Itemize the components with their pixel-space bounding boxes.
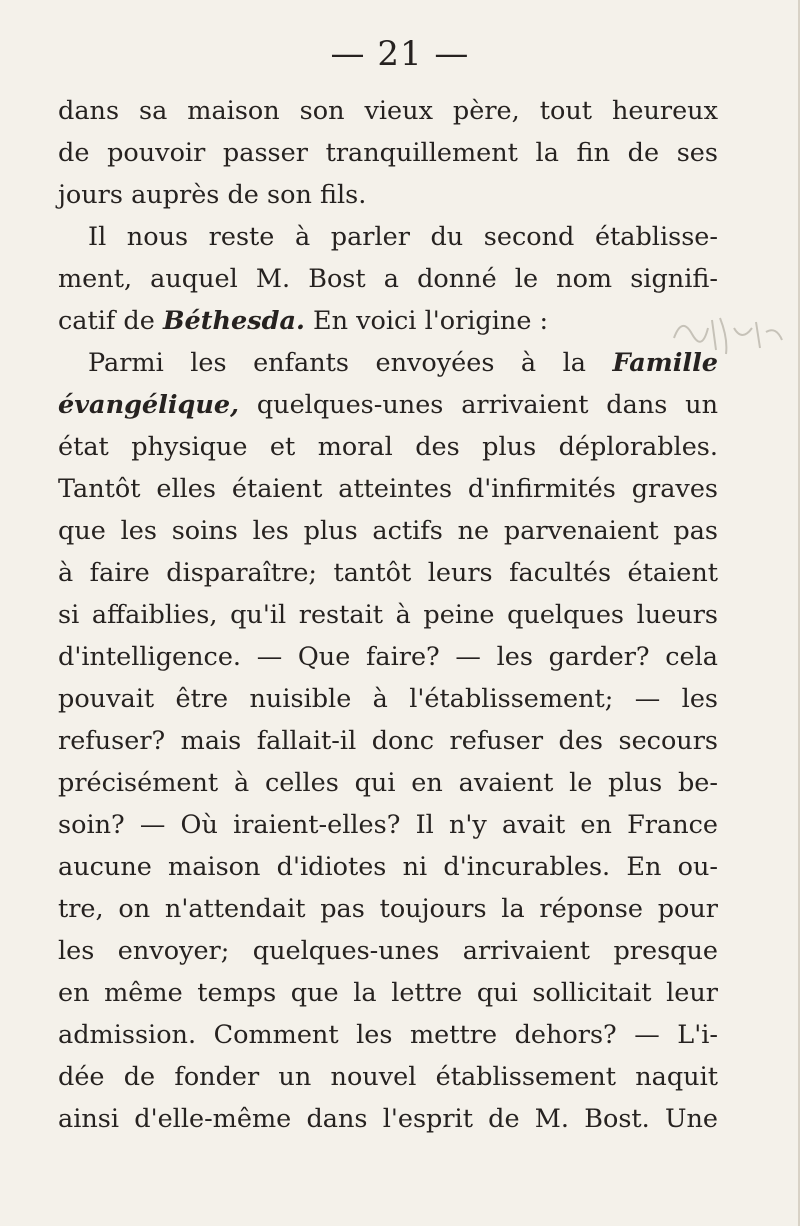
text-segment: En voici l'origine : (304, 306, 549, 336)
text-line: admission. Comment les mettre dehors? — L'i- (58, 1020, 718, 1050)
text-line: dée de fonder un nouvel établissement naquit (58, 1062, 718, 1092)
text-line: jours auprès de son fils. (58, 180, 367, 210)
text-line: que les soins les plus actifs ne parvenaient pas (58, 516, 718, 546)
text-line: Il nous reste à parler du second établisse- (88, 222, 718, 252)
text-line (58, 384, 718, 426)
text-line: d'intelligence. — Que faire? — les garder? cela (58, 642, 718, 672)
text-line: tre, on n'attendait pas toujours la réponse pour (58, 894, 718, 924)
text-line (58, 342, 718, 384)
text-line: à faire disparaître; tantôt leurs facultés étaient (58, 558, 718, 588)
page-number: — 21 — (330, 34, 470, 74)
text-segment: catif de (58, 306, 163, 336)
text-line: si affaiblies, qu'il restait à peine quelques lueurs (58, 600, 718, 630)
text-line: état physique et moral des plus déplorables. (58, 432, 718, 462)
text-line: Tantôt elles étaient atteintes d'infirmités graves (58, 474, 718, 504)
text-line: précisément à celles qui en avaient le plus be- (58, 768, 718, 798)
text-segment: Parmi les enfants envoyées à la (88, 348, 613, 378)
text-line: en même temps que la lettre qui sollicitait leur (58, 978, 718, 1008)
text-line: soin? — Où iraient-elles? Il n'y avait en France (58, 810, 718, 840)
text-line: de pouvoir passer tranquillement la fin de ses (58, 138, 718, 168)
italic-evangelique: évangélique, (58, 390, 240, 420)
text-line (58, 300, 718, 342)
text-line: refuser? mais fallait-il donc refuser des secours (58, 726, 718, 756)
text-line: dans sa maison son vieux père, tout heureux (58, 96, 718, 126)
text-line: ainsi d'elle-même dans l'esprit de M. Bost. Une (58, 1104, 718, 1134)
italic-title-bethesda: Béthesda. (162, 306, 305, 336)
text-segment: quelques-unes arrivaient dans un (239, 390, 718, 420)
text-line: les envoyer; quelques-unes arrivaient presque (58, 936, 718, 966)
text-line: ment, auquel M. Bost a donné le nom signifi- (58, 264, 718, 294)
faded-marginalia-stamp (668, 298, 788, 368)
italic-famille: Famille (612, 348, 718, 378)
text-line: aucune maison d'idiotes ni d'incurables. En ou- (58, 852, 718, 882)
body-text (58, 90, 718, 1140)
text-line: pouvait être nuisible à l'établissement; — les (58, 684, 718, 714)
